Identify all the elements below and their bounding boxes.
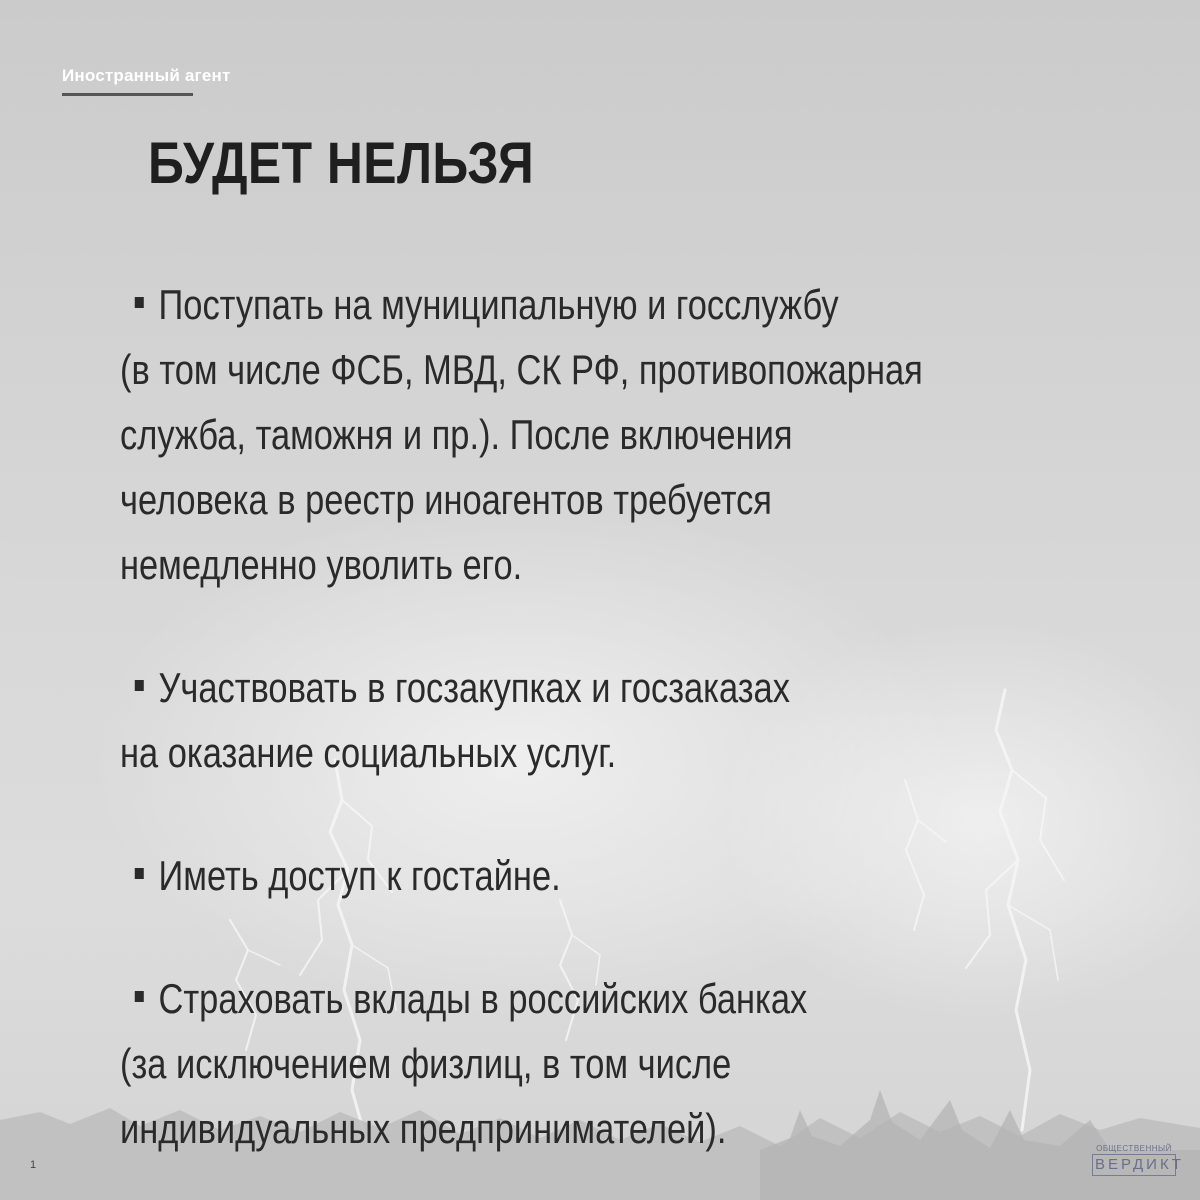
list-item bbox=[120, 843, 1160, 908]
list-item bbox=[120, 655, 1160, 785]
page-title: БУДЕТ НЕЛЬЗЯ bbox=[148, 131, 535, 196]
header-underline bbox=[62, 93, 193, 96]
list-item-line: служба, таможня и пр.). После включения bbox=[120, 411, 793, 458]
square-bullet-icon bbox=[135, 680, 144, 691]
list-item-line: (в том числе ФСБ, МВД, СК РФ, противопожарная bbox=[120, 346, 923, 393]
logo-top-text: ОБЩЕСТВЕННЫЙ bbox=[1096, 1144, 1172, 1153]
list-item-line: Участвовать в госзакупках и госзаказах bbox=[120, 655, 973, 720]
list-item-line: (за исключением физлиц, в том числе bbox=[120, 1040, 732, 1087]
logo-main-text: ВЕРДИКТ bbox=[1092, 1154, 1176, 1176]
list-item-line: человека в реестр иноагентов требуется bbox=[120, 476, 772, 523]
list-item-line: Поступать на муниципальную и госслужбу bbox=[120, 272, 973, 337]
square-bullet-icon bbox=[135, 868, 144, 879]
header-tag: Иностранный агент bbox=[62, 66, 231, 85]
list-item-line: индивидуальных предпринимателей). bbox=[120, 1105, 727, 1152]
square-bullet-icon bbox=[135, 297, 144, 308]
list-item bbox=[120, 966, 1160, 1161]
list-item-line: на оказание социальных услуг. bbox=[120, 729, 617, 776]
restrictions-list bbox=[120, 272, 1160, 1200]
page-number: 1 bbox=[30, 1159, 37, 1171]
list-item-line: немедленно уволить его. bbox=[120, 541, 523, 588]
list-item-line: Страховать вклады в российских банках bbox=[120, 966, 973, 1031]
list-item bbox=[120, 272, 1160, 597]
list-item-line: Иметь доступ к гостайне. bbox=[120, 843, 973, 908]
square-bullet-icon bbox=[135, 991, 144, 1002]
brand-logo bbox=[1092, 1144, 1184, 1176]
